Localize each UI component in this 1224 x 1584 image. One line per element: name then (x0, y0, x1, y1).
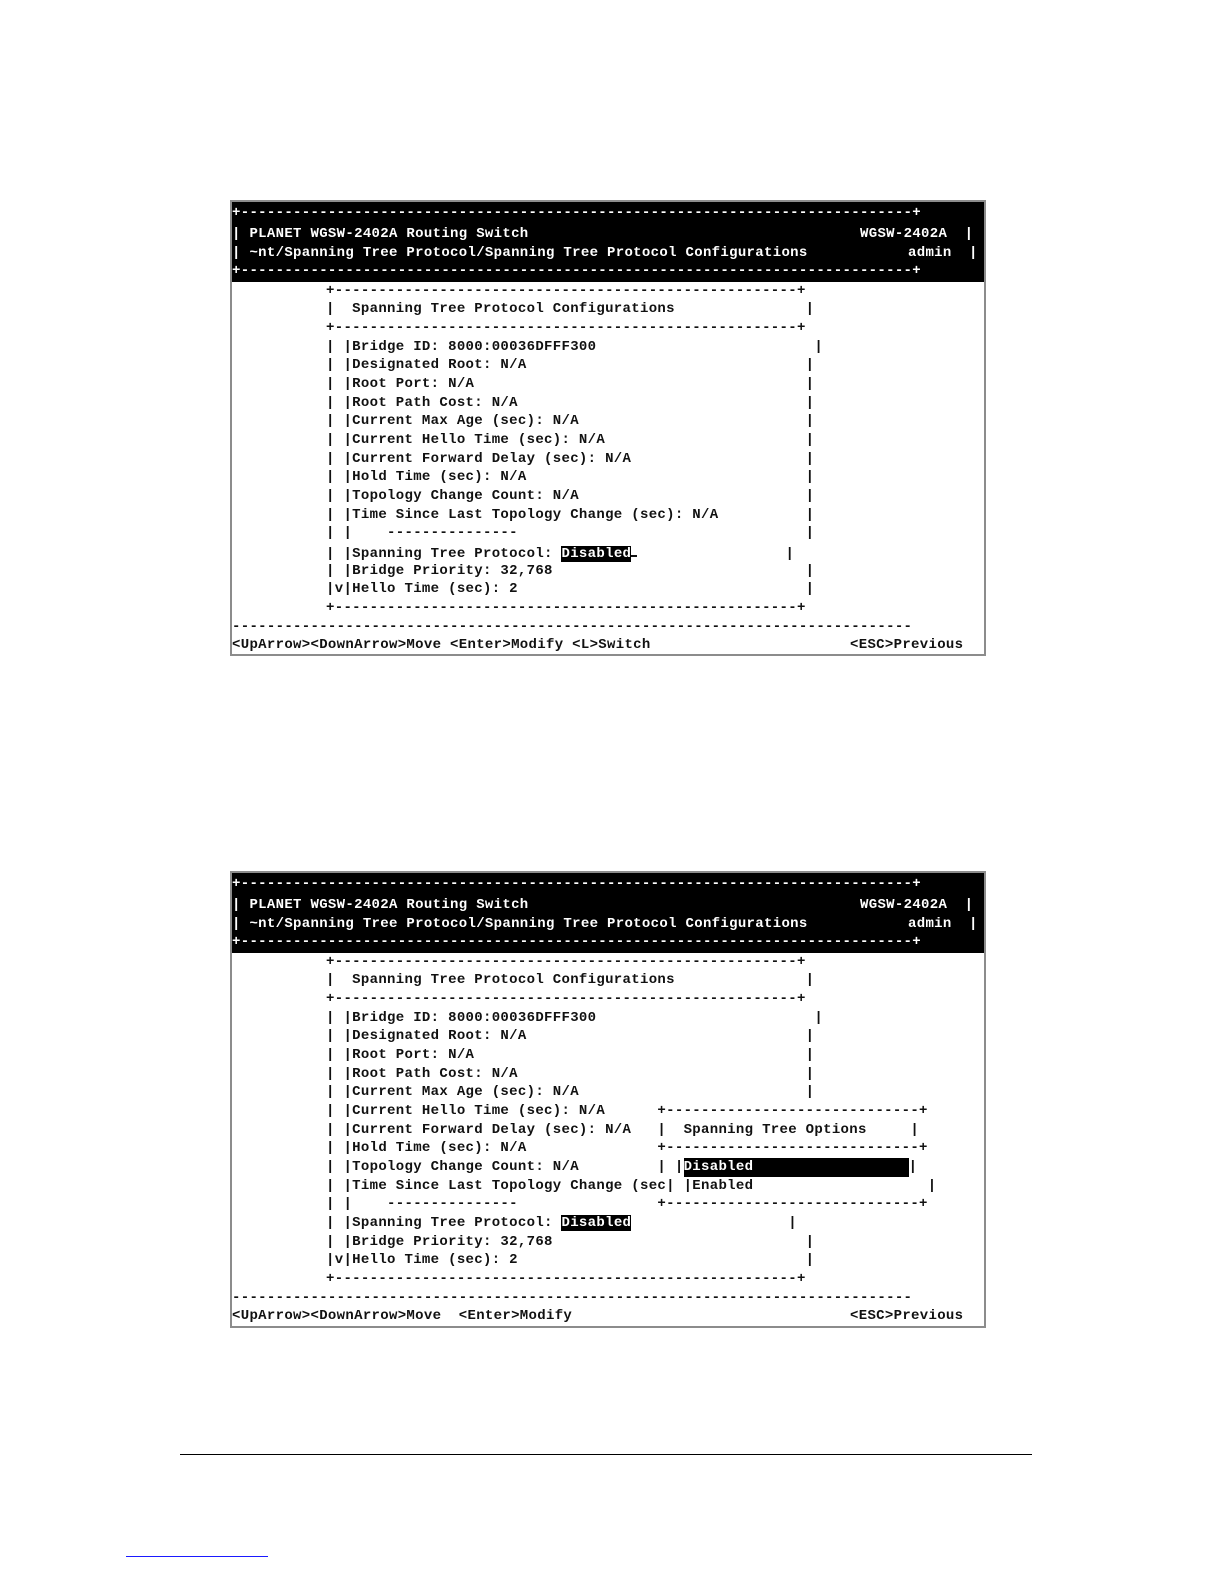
esc-previous-hint[interactable]: <ESC>Previous (850, 637, 964, 653)
terminal-header (232, 873, 984, 953)
time-since-topology-change-row: | |Time Since Last Topology Change (sec): N/A | (326, 507, 815, 523)
bridge-id-row: | |Bridge ID: 8000:00036DFFF300 | (326, 339, 824, 355)
stp-label: | |Spanning Tree Protocol: (326, 546, 562, 562)
device-title: | PLANET WGSW-2402A Routing Switch (232, 226, 529, 242)
designated-root-row: | |Designated Root: N/A | (326, 1028, 815, 1044)
bridge-priority-row[interactable]: | |Bridge Priority: 32,768 | (326, 1234, 815, 1250)
header-rule-top: +-----------------------------------------------------------------------------+ (232, 876, 921, 892)
spanning-tree-protocol-row[interactable] (326, 1214, 797, 1233)
page-title: | Spanning Tree Protocol Configurations | (326, 972, 815, 988)
page-footer-rule (180, 1454, 1032, 1455)
designated-root-row: | |Designated Root: N/A | (326, 357, 815, 373)
breadcrumb: | ~nt/Spanning Tree Protocol/Spanning Tree Protocol Configurations (232, 916, 808, 932)
terminal-header (232, 202, 984, 282)
hello-time-row[interactable]: |v|Hello Time (sec): 2 | (326, 581, 815, 597)
current-hello-time-row: | |Current Hello Time (sec): N/A +-----------------------------+ (326, 1103, 928, 1119)
header-rule-bottom: +-----------------------------------------------------------------------------+ (232, 934, 921, 950)
panel-top-rule: +-----------------------------------------------------+ (326, 954, 806, 970)
breadcrumb: | ~nt/Spanning Tree Protocol/Spanning Tree Protocol Configurations (232, 245, 808, 261)
option-disabled-selected[interactable]: Disabled (684, 1158, 909, 1177)
section-divider: | | --------------- | (326, 525, 815, 541)
status-rule: ------------------------------------------------------------------------------ (232, 619, 913, 635)
topology-change-count-text: | |Topology Change Count: N/A | | (326, 1159, 684, 1175)
stp-label: | |Spanning Tree Protocol: (326, 1215, 562, 1231)
stp-row-border: | (637, 546, 795, 562)
user-name: admin | (908, 916, 978, 932)
current-forward-delay-row: | |Current Forward Delay (sec): N/A | (326, 451, 815, 467)
current-hello-time-row: | |Current Hello Time (sec): N/A | (326, 432, 815, 448)
current-max-age-row: | |Current Max Age (sec): N/A | (326, 1084, 815, 1100)
root-port-row: | |Root Port: N/A | (326, 376, 815, 392)
terminal-screen-1 (230, 200, 986, 656)
current-max-age-row: | |Current Max Age (sec): N/A | (326, 413, 815, 429)
hello-time-row[interactable]: |v|Hello Time (sec): 2 | (326, 1252, 815, 1268)
panel-bottom-rule: +-----------------------------------------------------+ (326, 600, 806, 616)
bridge-priority-row[interactable]: | |Bridge Priority: 32,768 | (326, 563, 815, 579)
page-title: | Spanning Tree Protocol Configurations | (326, 301, 815, 317)
root-path-cost-row: | |Root Path Cost: N/A | (326, 1066, 815, 1082)
stp-value-field[interactable]: Disabled (561, 1215, 632, 1231)
user-name: admin | (908, 245, 978, 261)
hold-time-row: | |Hold Time (sec): N/A | (326, 469, 815, 485)
stp-row-border: | (631, 1215, 797, 1231)
section-divider: | | --------------- +-----------------------------+ (326, 1196, 928, 1212)
status-rule: ------------------------------------------------------------------------------ (232, 1290, 913, 1306)
panel-top-rule: +-----------------------------------------------------+ (326, 283, 806, 299)
panel-bottom-rule: +-----------------------------------------------------+ (326, 1271, 806, 1287)
key-hints: <UpArrow><DownArrow>Move <Enter>Modify (232, 1308, 573, 1324)
time-since-topology-change-row[interactable]: | |Time Since Last Topology Change (sec| |Enabled | (326, 1178, 937, 1194)
terminal-screen-2 (230, 871, 986, 1328)
topology-change-count-row (326, 1158, 917, 1177)
spanning-tree-protocol-row[interactable] (326, 543, 794, 562)
header-rule-top: +-----------------------------------------------------------------------------+ (232, 205, 921, 221)
device-model: WGSW-2402A | (860, 897, 974, 913)
panel-mid-rule: +-----------------------------------------------------+ (326, 991, 806, 1007)
esc-previous-hint[interactable]: <ESC>Previous (850, 1308, 964, 1324)
device-title: | PLANET WGSW-2402A Routing Switch (232, 897, 529, 913)
topology-change-count-row: | |Topology Change Count: N/A | (326, 488, 815, 504)
stp-value-field[interactable]: Disabled (561, 546, 632, 562)
header-rule-bottom: +-----------------------------------------------------------------------------+ (232, 263, 921, 279)
bridge-id-row: | |Bridge ID: 8000:00036DFFF300 | (326, 1010, 824, 1026)
root-path-cost-row: | |Root Path Cost: N/A | (326, 395, 815, 411)
root-port-row: | |Root Port: N/A | (326, 1047, 815, 1063)
popup-right-border: | (908, 1159, 918, 1175)
current-forward-delay-row: | |Current Forward Delay (sec): N/A | Spanning Tree Options | (326, 1122, 920, 1138)
hold-time-row: | |Hold Time (sec): N/A +-----------------------------+ (326, 1140, 928, 1156)
panel-mid-rule: +-----------------------------------------------------+ (326, 320, 806, 336)
key-hints: <UpArrow><DownArrow>Move <Enter>Modify <L>Switch (232, 637, 651, 653)
device-model: WGSW-2402A | (860, 226, 974, 242)
page-link-underline (126, 1556, 268, 1557)
